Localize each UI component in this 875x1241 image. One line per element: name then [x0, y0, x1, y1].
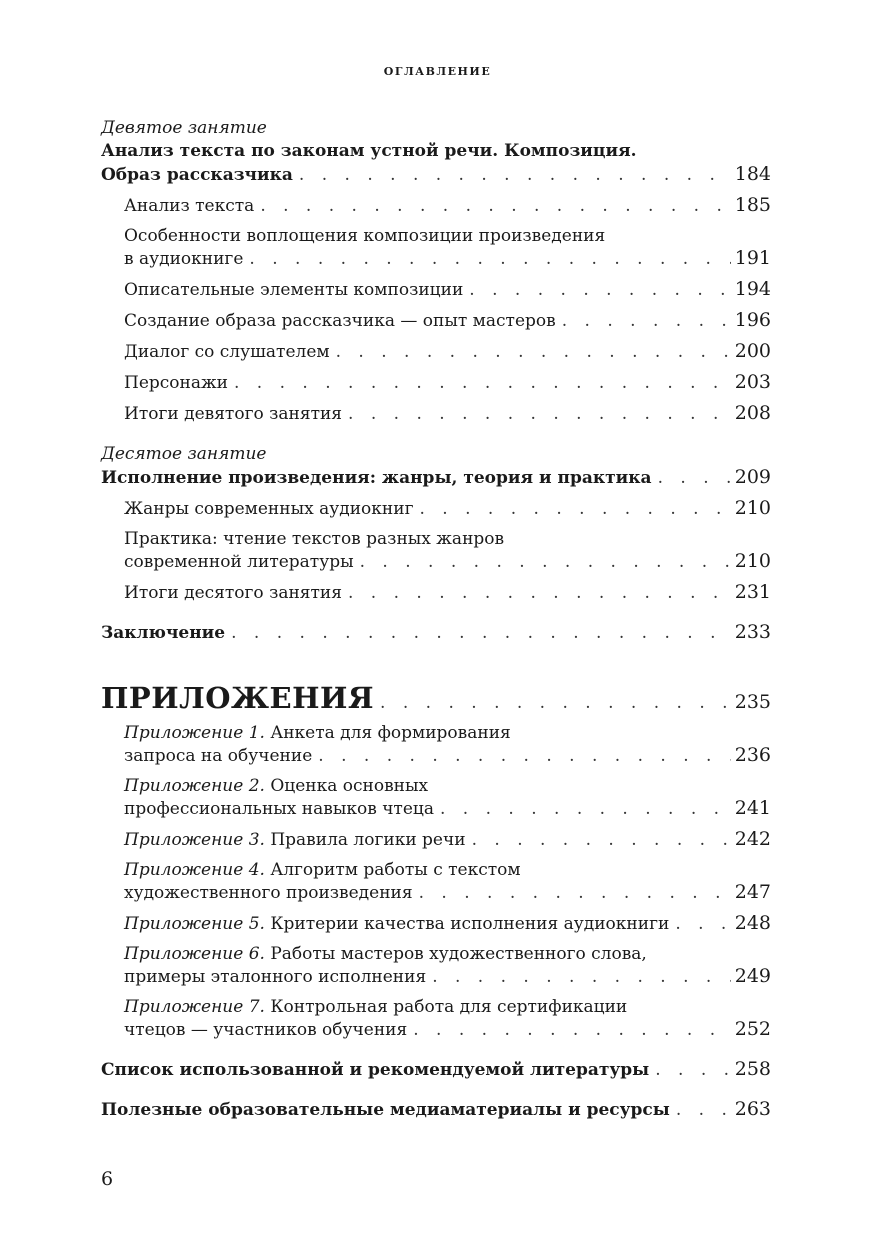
entry-label: Жанры современных аудиокниг: [124, 499, 414, 519]
page-number: 258: [734, 1058, 771, 1080]
toc-entry-appendix-2[interactable]: [124, 775, 771, 821]
toc-entry[interactable]: [124, 225, 771, 271]
table-of-contents: [101, 116, 771, 1122]
dot-leader: [419, 882, 731, 905]
page-number: 252: [734, 1018, 771, 1040]
toc-entry-appendix-1[interactable]: [124, 722, 771, 768]
page-number: 200: [734, 340, 771, 362]
appendix-prefix: Приложение 5.: [124, 914, 265, 934]
appendix-prefix: Приложение 7.: [124, 997, 265, 1017]
dot-leader: [234, 372, 731, 395]
entry-label: в аудиокниге: [124, 249, 244, 269]
page-number: 248: [734, 912, 771, 934]
lesson10-kicker: Десятое занятие: [101, 444, 267, 464]
toc-entry[interactable]: [124, 309, 771, 333]
toc-entry-appendix-4[interactable]: [124, 859, 771, 905]
page-number: 241: [734, 797, 771, 819]
toc-entry-lesson10[interactable]: [101, 466, 771, 490]
entry-label: художественного произведения: [124, 883, 413, 903]
dot-leader: [469, 279, 730, 302]
page-number: 247: [734, 881, 771, 903]
dot-leader: [655, 1059, 731, 1082]
dot-leader: [231, 622, 731, 645]
page-number: 249: [734, 965, 771, 987]
dot-leader: [299, 164, 731, 187]
entry-label: Диалог со слушателем: [124, 342, 330, 362]
entry-label: Образ рассказчика: [101, 165, 293, 185]
page-number: 196: [734, 309, 771, 331]
page-number: 210: [734, 497, 771, 519]
toc-entry-appendix-7[interactable]: [124, 996, 771, 1042]
page-number: 242: [734, 828, 771, 850]
page-number: 233: [734, 621, 771, 643]
dot-leader: [675, 913, 730, 936]
entry-label: профессиональных навыков чтеца: [124, 799, 434, 819]
toc-entry-lesson9[interactable]: [101, 163, 771, 187]
entry-label: чтецов — участников обучения: [124, 1020, 408, 1040]
entry-label-line1: Алгоритм работы с текстом: [264, 860, 521, 880]
toc-entry-bibliography[interactable]: [101, 1058, 771, 1082]
dot-leader: [380, 692, 731, 715]
toc-entry[interactable]: [124, 581, 771, 605]
dot-leader: [336, 341, 731, 364]
entry-label: Анализ текста: [124, 196, 255, 216]
appendix-prefix: Приложение 4.: [124, 860, 265, 880]
toc-entry-conclusion[interactable]: [101, 621, 771, 645]
lesson9-kicker: Девятое занятие: [101, 118, 267, 138]
page-number: 263: [734, 1098, 771, 1120]
page-number: 235: [734, 691, 771, 713]
dot-leader: [440, 798, 731, 821]
entry-label-line1: Контрольная работа для сертификации: [264, 997, 628, 1017]
appendix-prefix: Приложение 6.: [124, 944, 265, 964]
toc-entry[interactable]: [124, 528, 771, 574]
entry-label-line1: Оценка основных: [264, 776, 429, 796]
page-number: 231: [734, 581, 771, 603]
dot-leader: [348, 582, 731, 605]
toc-entry[interactable]: [124, 278, 771, 302]
dot-leader: [676, 1099, 731, 1122]
page-number: 203: [734, 371, 771, 393]
entry-label: Исполнение произведения: жанры, теория и практика: [101, 468, 652, 488]
entry-label: примеры эталонного исполнения: [124, 967, 427, 987]
page-folio: 6: [101, 1168, 114, 1190]
entry-label: Критерии качества исполнения аудиокниги: [264, 914, 670, 934]
section-title: ПРИЛОЖЕНИЯ: [101, 681, 375, 715]
toc-entry[interactable]: [124, 371, 771, 395]
entry-label: Создание образа рассказчика — опыт мастеров: [124, 311, 556, 331]
dot-leader: [413, 1019, 731, 1042]
dot-leader: [658, 467, 731, 490]
dot-leader: [348, 403, 731, 426]
page-number: 208: [734, 402, 771, 424]
entry-label: современной литературы: [124, 552, 354, 572]
running-head: ОГЛАВЛЕНИЕ: [383, 65, 492, 78]
toc-entry-appendices[interactable]: [101, 681, 771, 715]
dot-leader: [472, 829, 731, 852]
page-number: 184: [734, 163, 771, 185]
page-number: 209: [734, 466, 771, 488]
dot-leader: [432, 966, 731, 989]
page-number: 191: [734, 247, 771, 269]
entry-label: Список использованной и рекомендуемой литературы: [101, 1060, 650, 1080]
entry-label: Правила логики речи: [264, 830, 466, 850]
entry-label: запроса на обучение: [124, 746, 313, 766]
entry-label: Заключение: [101, 623, 226, 643]
dot-leader: [419, 498, 730, 521]
dot-leader: [249, 248, 730, 271]
entry-label-line1: Работы мастеров художественного слова,: [264, 944, 647, 964]
page-number: 236: [734, 744, 771, 766]
entry-label: Описательные элементы композиции: [124, 280, 464, 300]
toc-entry-appendix-3[interactable]: [124, 828, 771, 852]
entry-label: Персонажи: [124, 373, 228, 393]
entry-label: Итоги десятого занятия: [124, 583, 342, 603]
entry-label-line1: Практика: чтение текстов разных жанров: [124, 529, 505, 549]
entry-label-line1: Особенности воплощения композиции произведения: [124, 226, 606, 246]
appendix-prefix: Приложение 2.: [124, 776, 265, 796]
appendix-prefix: Приложение 3.: [124, 830, 265, 850]
entry-label: Полезные образовательные медиаматериалы и ресурсы: [101, 1100, 670, 1120]
dot-leader: [360, 551, 731, 574]
dot-leader: [318, 745, 730, 768]
appendix-prefix: Приложение 1.: [124, 723, 265, 743]
toc-entry[interactable]: [124, 497, 771, 521]
dot-leader: [562, 310, 731, 333]
toc-entry-appendix-5[interactable]: [124, 912, 771, 936]
lesson9-title-line1: Анализ текста по законам устной речи. Композиция.: [101, 141, 637, 161]
page-number: 185: [734, 194, 771, 216]
toc-entry-appendix-6[interactable]: [124, 943, 771, 989]
page-number: 194: [734, 278, 771, 300]
dot-leader: [260, 195, 730, 218]
toc-entry[interactable]: [124, 340, 771, 364]
toc-entry[interactable]: [124, 194, 771, 218]
entry-label: Итоги девятого занятия: [124, 404, 343, 424]
toc-entry-resources[interactable]: [101, 1098, 771, 1122]
toc-entry[interactable]: [124, 402, 771, 426]
page-number: 210: [734, 550, 771, 572]
entry-label-line1: Анкета для формирования: [264, 723, 511, 743]
